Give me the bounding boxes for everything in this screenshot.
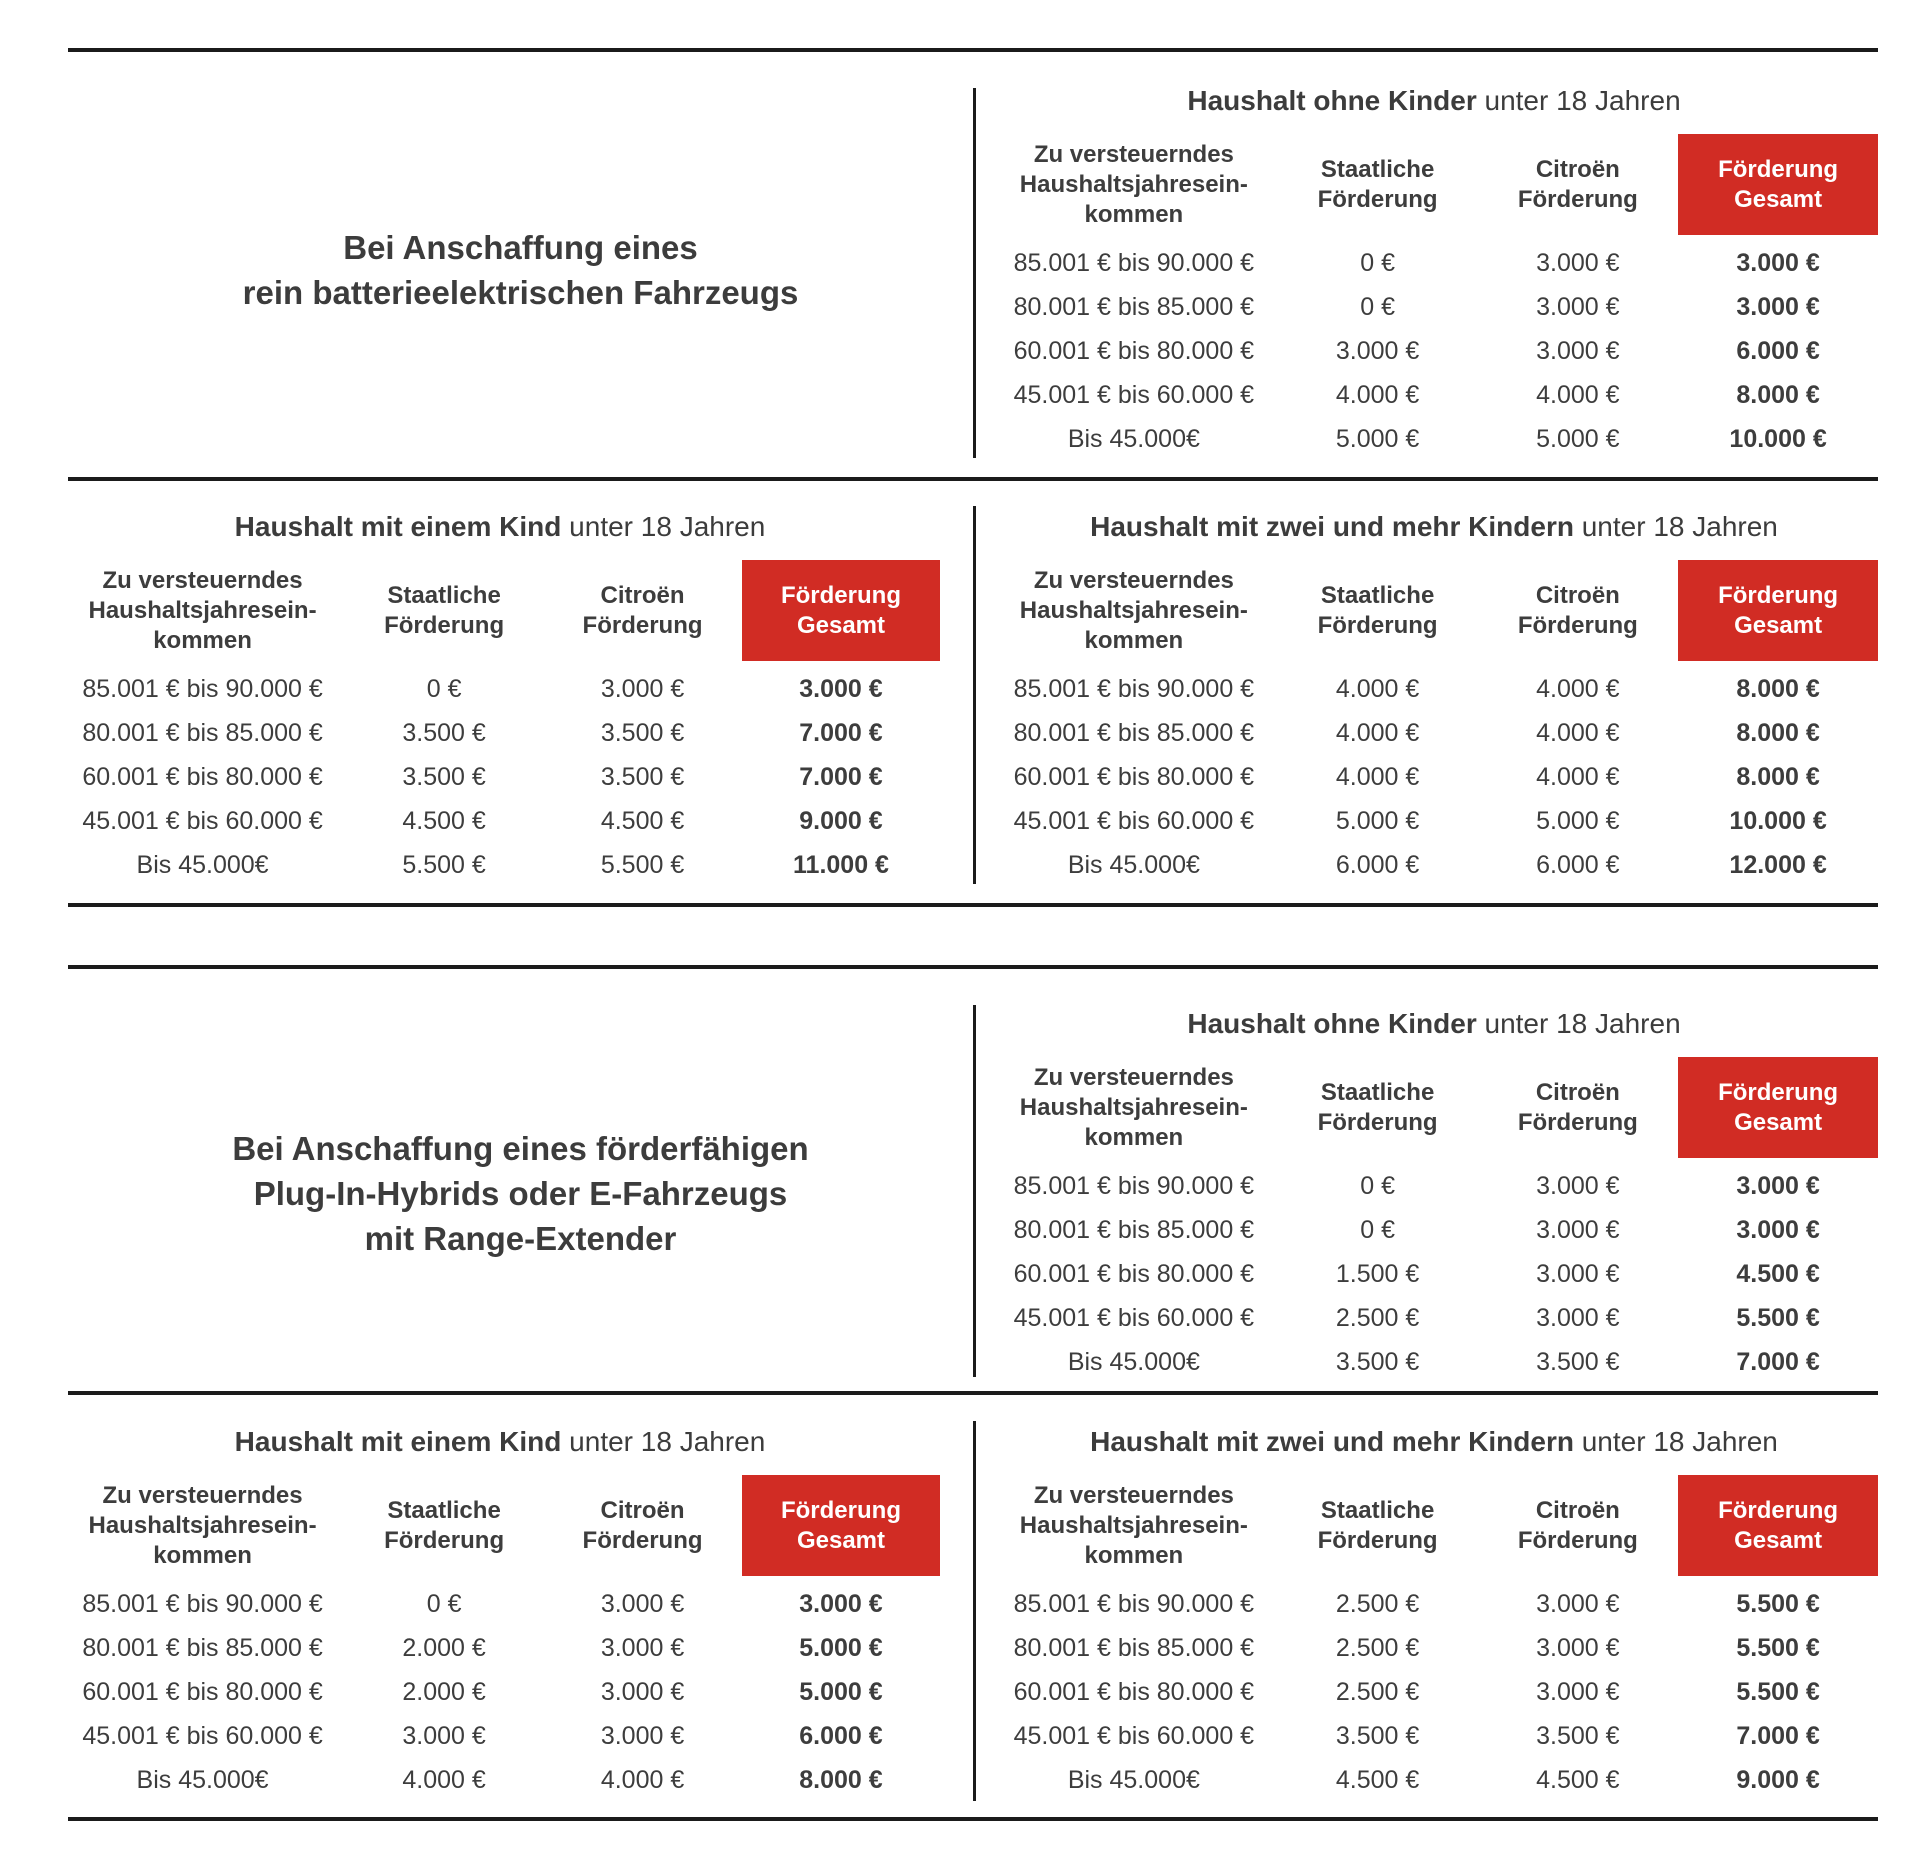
state-funding-column-header-line: Staatliche bbox=[387, 1496, 501, 1524]
income-cell: 45.001 € bis 60.000 € bbox=[1013, 806, 1255, 835]
total-funding-cell: 3.000 € bbox=[1736, 248, 1820, 277]
section-bev-bottom-row bbox=[0, 506, 1920, 886]
total-funding-column-header-line: Gesamt bbox=[1734, 185, 1823, 213]
total-funding-cell: 5.500 € bbox=[1736, 1633, 1820, 1662]
state-funding-cell: 5.500 € bbox=[402, 850, 486, 879]
state-funding-cell: 0 € bbox=[426, 1589, 462, 1618]
income-cell: 45.001 € bis 60.000 € bbox=[1013, 380, 1255, 409]
total-funding-cell: 3.000 € bbox=[799, 1589, 883, 1618]
table-row bbox=[990, 285, 1878, 329]
table-title bbox=[990, 84, 1878, 118]
income-cell: Bis 45.000€ bbox=[1067, 850, 1200, 879]
total-funding-cell: 3.000 € bbox=[1736, 1215, 1820, 1244]
citroen-funding-cell: 3.000 € bbox=[1536, 248, 1620, 277]
income-cell: Bis 45.000€ bbox=[136, 1765, 269, 1794]
income-column-header-line: kommen bbox=[1084, 200, 1184, 228]
table-row bbox=[990, 373, 1878, 417]
section-title-line: Bei Anschaffung eines bbox=[343, 229, 698, 266]
citroen-funding-cell: 4.000 € bbox=[1536, 674, 1620, 703]
income-column-header-line: Zu versteuerndes bbox=[1033, 1481, 1234, 1509]
citroen-funding-cell: 3.000 € bbox=[600, 1677, 685, 1706]
state-funding-column-header bbox=[345, 560, 543, 661]
income-column-header bbox=[990, 1475, 1278, 1576]
table-row bbox=[990, 667, 1878, 711]
total-funding-cell: 10.000 € bbox=[1729, 806, 1827, 835]
total-funding-cell: 12.000 € bbox=[1729, 850, 1827, 879]
total-funding-cell: 8.000 € bbox=[1736, 762, 1820, 791]
total-funding-cell: 8.000 € bbox=[1736, 674, 1820, 703]
citroen-funding-column-header-line: Citroën bbox=[600, 1496, 685, 1524]
state-funding-cell: 4.000 € bbox=[1335, 718, 1420, 747]
section-title-phev bbox=[68, 1003, 973, 1383]
income-cell: Bis 45.000€ bbox=[136, 850, 269, 879]
income-column-header bbox=[990, 134, 1278, 235]
table-row bbox=[60, 843, 940, 887]
section-title-line: rein batterieelektrischen Fahrzeugs bbox=[242, 274, 799, 311]
state-funding-column-header bbox=[1278, 1057, 1478, 1158]
state-funding-cell: 3.500 € bbox=[402, 718, 486, 747]
state-funding-column-header-line: Förderung bbox=[1317, 185, 1438, 213]
total-funding-cell: 8.000 € bbox=[1736, 380, 1820, 409]
state-funding-cell: 5.000 € bbox=[1335, 806, 1420, 835]
state-funding-cell: 5.000 € bbox=[1335, 424, 1420, 453]
state-funding-cell: 2.500 € bbox=[1335, 1589, 1420, 1618]
table-row bbox=[990, 1670, 1878, 1714]
table-phev-one-child bbox=[60, 1421, 940, 1802]
state-funding-cell: 3.500 € bbox=[1335, 1721, 1420, 1750]
table-header bbox=[60, 1475, 940, 1576]
citroen-funding-cell: 3.000 € bbox=[1536, 1633, 1620, 1662]
table-title-rest: unter 18 Jahren bbox=[561, 1426, 766, 1457]
citroen-funding-column-header-line: Förderung bbox=[1517, 1526, 1638, 1554]
state-funding-column-header-line: Staatliche bbox=[1320, 155, 1435, 183]
citroen-funding-cell: 4.500 € bbox=[600, 806, 685, 835]
table-row bbox=[990, 1340, 1878, 1384]
citroen-funding-cell: 6.000 € bbox=[1536, 850, 1620, 879]
total-funding-column-header-line: Förderung bbox=[1718, 581, 1839, 609]
state-funding-cell: 0 € bbox=[1360, 292, 1395, 321]
total-funding-column-header-line: Gesamt bbox=[796, 1526, 885, 1554]
table-title bbox=[60, 1425, 940, 1459]
citroen-funding-cell: 3.000 € bbox=[600, 1589, 685, 1618]
table-header bbox=[60, 560, 940, 661]
income-cell: 45.001 € bis 60.000 € bbox=[1013, 1303, 1255, 1332]
citroen-funding-cell: 3.000 € bbox=[1536, 1677, 1620, 1706]
citroen-funding-column-header-line: Förderung bbox=[582, 1526, 703, 1554]
table-row bbox=[990, 799, 1878, 843]
table-row bbox=[60, 755, 940, 799]
state-funding-cell: 4.000 € bbox=[402, 1765, 486, 1794]
citroen-funding-column-header-line: Citroën bbox=[1535, 1078, 1620, 1106]
total-funding-column-header bbox=[742, 1475, 940, 1576]
state-funding-cell: 4.500 € bbox=[402, 806, 486, 835]
state-funding-cell: 4.000 € bbox=[1335, 762, 1420, 791]
state-funding-cell: 1.500 € bbox=[1335, 1259, 1420, 1288]
horizontal-rule bbox=[68, 1391, 1878, 1395]
section-title-line: mit Range-Extender bbox=[364, 1219, 677, 1257]
table-row bbox=[990, 1164, 1878, 1208]
total-funding-cell: 8.000 € bbox=[799, 1765, 883, 1794]
state-funding-cell: 2.500 € bbox=[1335, 1303, 1420, 1332]
state-funding-column-header-line: Staatliche bbox=[387, 581, 501, 609]
total-funding-cell: 9.000 € bbox=[1736, 1765, 1820, 1794]
citroen-funding-cell: 3.500 € bbox=[600, 718, 685, 747]
state-funding-cell: 4.000 € bbox=[1335, 674, 1420, 703]
table-row bbox=[990, 1758, 1878, 1802]
section-title-text bbox=[232, 1126, 808, 1261]
table-body bbox=[60, 667, 940, 887]
state-funding-column-header bbox=[1278, 134, 1478, 235]
table-row bbox=[990, 1626, 1878, 1670]
income-column-header-line: Haushaltsjahresein- bbox=[1019, 596, 1248, 624]
citroen-funding-cell: 3.500 € bbox=[1536, 1721, 1620, 1750]
table-row bbox=[990, 417, 1878, 461]
citroen-funding-cell: 4.500 € bbox=[1536, 1765, 1620, 1794]
state-funding-column-header bbox=[1278, 1475, 1478, 1576]
section-bev-top-row bbox=[0, 80, 1920, 460]
income-cell: 80.001 € bis 85.000 € bbox=[1013, 292, 1255, 321]
total-funding-cell: 9.000 € bbox=[799, 806, 883, 835]
citroen-funding-cell: 4.000 € bbox=[1536, 718, 1620, 747]
total-funding-cell: 11.000 € bbox=[793, 850, 889, 879]
total-funding-cell: 3.000 € bbox=[799, 674, 883, 703]
total-funding-column-header-line: Förderung bbox=[1718, 1496, 1839, 1524]
table-title-rest: unter 18 Jahren bbox=[1573, 1426, 1778, 1457]
total-funding-cell: 7.000 € bbox=[799, 718, 883, 747]
total-funding-column-header-line: Gesamt bbox=[1734, 611, 1823, 639]
income-column-header-line: Haushaltsjahresein- bbox=[1019, 1511, 1248, 1539]
total-funding-cell: 8.000 € bbox=[1736, 718, 1820, 747]
citroen-funding-cell: 3.000 € bbox=[1536, 292, 1620, 321]
citroen-funding-cell: 3.000 € bbox=[1536, 1259, 1620, 1288]
citroen-funding-cell: 5.000 € bbox=[1536, 424, 1620, 453]
section-phev-bottom-row bbox=[0, 1421, 1920, 1801]
state-funding-cell: 2.000 € bbox=[402, 1677, 486, 1706]
table-title-rest: unter 18 Jahren bbox=[561, 511, 766, 542]
citroen-funding-column-header bbox=[543, 560, 742, 661]
total-funding-column-header bbox=[1678, 1475, 1878, 1576]
table-row bbox=[990, 329, 1878, 373]
total-funding-column-header bbox=[1678, 560, 1878, 661]
total-funding-cell: 7.000 € bbox=[1736, 1347, 1820, 1376]
table-title-rest: unter 18 Jahren bbox=[1476, 1008, 1681, 1039]
table-row bbox=[990, 1296, 1878, 1340]
total-funding-cell: 3.000 € bbox=[1736, 1171, 1820, 1200]
total-funding-column-header-line: Gesamt bbox=[1734, 1526, 1823, 1554]
citroen-funding-column-header bbox=[1478, 134, 1679, 235]
table-title-bold: Haushalt mit zwei und mehr Kindern bbox=[1090, 1426, 1574, 1457]
table-row bbox=[990, 1208, 1878, 1252]
income-cell: 85.001 € bis 90.000 € bbox=[1013, 248, 1255, 277]
state-funding-cell: 3.500 € bbox=[402, 762, 486, 791]
table-header bbox=[990, 560, 1878, 661]
total-funding-cell: 7.000 € bbox=[799, 762, 883, 791]
total-funding-column-header bbox=[1678, 1057, 1878, 1158]
citroen-funding-cell: 3.000 € bbox=[1536, 336, 1620, 365]
table-title bbox=[990, 510, 1878, 544]
income-column-header-line: kommen bbox=[153, 1541, 252, 1569]
income-column-header-line: kommen bbox=[153, 626, 252, 654]
table-header bbox=[990, 1057, 1878, 1158]
table-row bbox=[60, 1758, 940, 1802]
income-cell: 85.001 € bis 90.000 € bbox=[1013, 1171, 1255, 1200]
income-column-header-line: kommen bbox=[1084, 1123, 1184, 1151]
citroen-funding-column-header bbox=[1478, 560, 1679, 661]
state-funding-column-header-line: Staatliche bbox=[1320, 1496, 1435, 1524]
table-row bbox=[60, 1670, 940, 1714]
state-funding-cell: 4.500 € bbox=[1335, 1765, 1420, 1794]
income-column-header-line: Haushaltsjahresein- bbox=[1019, 170, 1248, 198]
state-funding-cell: 2.500 € bbox=[1335, 1633, 1420, 1662]
citroen-funding-column-header-line: Citroën bbox=[1535, 581, 1620, 609]
total-funding-cell: 4.500 € bbox=[1736, 1259, 1820, 1288]
income-column-header-line: Zu versteuerndes bbox=[102, 566, 303, 594]
horizontal-rule bbox=[68, 477, 1878, 481]
income-cell: 80.001 € bis 85.000 € bbox=[1013, 718, 1255, 747]
state-funding-cell: 0 € bbox=[426, 674, 462, 703]
table-row bbox=[60, 1582, 940, 1626]
state-funding-column-header-line: Staatliche bbox=[1320, 1078, 1435, 1106]
income-column-header-line: kommen bbox=[1084, 626, 1184, 654]
table-row bbox=[60, 667, 940, 711]
table-phev-two-plus-children bbox=[990, 1421, 1878, 1802]
state-funding-cell: 3.000 € bbox=[1335, 336, 1420, 365]
table-header bbox=[990, 1475, 1878, 1576]
table-row bbox=[990, 1714, 1878, 1758]
citroen-funding-column-header bbox=[543, 1475, 742, 1576]
section-title-line: Bei Anschaffung eines förderfähigen bbox=[232, 1129, 809, 1167]
citroen-funding-cell: 3.000 € bbox=[1536, 1303, 1620, 1332]
table-row bbox=[60, 711, 940, 755]
income-cell: 80.001 € bis 85.000 € bbox=[1013, 1215, 1255, 1244]
citroen-funding-cell: 3.000 € bbox=[1536, 1215, 1620, 1244]
citroen-funding-column-header bbox=[1478, 1475, 1679, 1576]
table-title bbox=[60, 510, 940, 544]
horizontal-rule bbox=[68, 1817, 1878, 1821]
income-cell: 85.001 € bis 90.000 € bbox=[82, 674, 323, 703]
income-cell: 45.001 € bis 60.000 € bbox=[82, 1721, 323, 1750]
income-column-header-line: Haushaltsjahresein- bbox=[1019, 1093, 1248, 1121]
table-title-bold: Haushalt ohne Kinder bbox=[1187, 85, 1477, 116]
table-header bbox=[990, 134, 1878, 235]
table-title bbox=[990, 1007, 1878, 1041]
state-funding-cell: 3.500 € bbox=[1335, 1347, 1420, 1376]
income-cell: 85.001 € bis 90.000 € bbox=[1013, 1589, 1255, 1618]
citroen-funding-column-header-line: Förderung bbox=[1517, 1108, 1638, 1136]
total-funding-column-header bbox=[1678, 134, 1878, 235]
citroen-funding-cell: 5.500 € bbox=[600, 850, 685, 879]
table-title-bold: Haushalt mit einem Kind bbox=[234, 1426, 562, 1457]
table-body bbox=[990, 241, 1878, 461]
income-column-header bbox=[990, 1057, 1278, 1158]
income-column-header bbox=[990, 560, 1278, 661]
state-funding-column-header-line: Förderung bbox=[384, 1526, 505, 1554]
income-column-header-line: Haushaltsjahresein- bbox=[88, 596, 317, 624]
citroen-funding-cell: 4.000 € bbox=[1536, 380, 1620, 409]
total-funding-cell: 5.500 € bbox=[1736, 1303, 1820, 1332]
section-title-bev bbox=[68, 80, 973, 460]
table-body bbox=[990, 1164, 1878, 1384]
citroen-funding-cell: 5.000 € bbox=[1536, 806, 1620, 835]
state-funding-cell: 3.000 € bbox=[402, 1721, 486, 1750]
state-funding-cell: 0 € bbox=[1360, 1215, 1395, 1244]
citroen-funding-column-header-line: Förderung bbox=[1517, 611, 1638, 639]
section-phev-top-row bbox=[0, 1003, 1920, 1383]
state-funding-cell: 2.500 € bbox=[1335, 1677, 1420, 1706]
state-funding-cell: 0 € bbox=[1360, 1171, 1395, 1200]
table-title bbox=[990, 1425, 1878, 1459]
state-funding-column-header-line: Förderung bbox=[1317, 611, 1438, 639]
table-row bbox=[990, 1252, 1878, 1296]
citroen-funding-cell: 3.500 € bbox=[600, 762, 685, 791]
total-funding-column-header-line: Gesamt bbox=[796, 611, 885, 639]
table-row bbox=[990, 711, 1878, 755]
table-title-bold: Haushalt ohne Kinder bbox=[1187, 1008, 1477, 1039]
horizontal-rule bbox=[68, 903, 1878, 907]
section-title-line: Plug-In-Hybrids oder E-Fahrzeugs bbox=[253, 1174, 788, 1212]
table-row bbox=[60, 799, 940, 843]
table-title-rest: unter 18 Jahren bbox=[1573, 511, 1778, 542]
table-bev-two-plus-children bbox=[990, 506, 1878, 887]
citroen-funding-column-header-line: Citroën bbox=[1535, 1496, 1620, 1524]
table-row bbox=[60, 1626, 940, 1670]
income-cell: Bis 45.000€ bbox=[1067, 1347, 1200, 1376]
citroen-funding-cell: 3.000 € bbox=[600, 1721, 685, 1750]
income-cell: 45.001 € bis 60.000 € bbox=[1013, 1721, 1255, 1750]
income-column-header bbox=[60, 560, 345, 661]
table-bev-no-children bbox=[990, 80, 1878, 461]
income-cell: 60.001 € bis 80.000 € bbox=[1013, 336, 1255, 365]
citroen-funding-cell: 3.000 € bbox=[600, 674, 685, 703]
income-cell: Bis 45.000€ bbox=[1067, 424, 1200, 453]
citroen-funding-cell: 3.000 € bbox=[1536, 1589, 1620, 1618]
table-title-rest: unter 18 Jahren bbox=[1476, 85, 1681, 116]
income-column-header-line: Zu versteuerndes bbox=[102, 1481, 303, 1509]
section-title-text bbox=[243, 225, 799, 315]
income-cell: 80.001 € bis 85.000 € bbox=[82, 1633, 323, 1662]
income-column-header-line: Zu versteuerndes bbox=[1033, 1063, 1234, 1091]
income-column-header bbox=[60, 1475, 345, 1576]
income-cell: 80.001 € bis 85.000 € bbox=[1013, 1633, 1255, 1662]
state-funding-cell: 6.000 € bbox=[1335, 850, 1420, 879]
income-column-header-line: Haushaltsjahresein- bbox=[88, 1511, 317, 1539]
total-funding-column-header bbox=[742, 560, 940, 661]
total-funding-column-header-line: Förderung bbox=[780, 581, 901, 609]
state-funding-cell: 4.000 € bbox=[1335, 380, 1420, 409]
income-cell: 60.001 € bis 80.000 € bbox=[1013, 1259, 1255, 1288]
horizontal-rule bbox=[68, 965, 1878, 969]
income-cell: 85.001 € bis 90.000 € bbox=[1013, 674, 1255, 703]
table-row bbox=[990, 1582, 1878, 1626]
state-funding-cell: 2.000 € bbox=[402, 1633, 486, 1662]
total-funding-column-header-line: Gesamt bbox=[1734, 1108, 1823, 1136]
total-funding-cell: 5.000 € bbox=[799, 1633, 883, 1662]
citroen-funding-column-header-line: Förderung bbox=[1517, 185, 1638, 213]
income-cell: 80.001 € bis 85.000 € bbox=[82, 718, 323, 747]
income-cell: 45.001 € bis 60.000 € bbox=[82, 806, 323, 835]
citroen-funding-cell: 3.500 € bbox=[1536, 1347, 1620, 1376]
table-title-bold: Haushalt mit zwei und mehr Kindern bbox=[1090, 511, 1574, 542]
citroen-funding-cell: 4.000 € bbox=[600, 1765, 685, 1794]
table-bev-one-child bbox=[60, 506, 940, 887]
income-column-header-line: kommen bbox=[1084, 1541, 1184, 1569]
income-column-header-line: Zu versteuerndes bbox=[1033, 566, 1234, 594]
total-funding-cell: 5.500 € bbox=[1736, 1677, 1820, 1706]
table-body bbox=[60, 1582, 940, 1802]
citroen-funding-cell: 3.000 € bbox=[600, 1633, 685, 1662]
total-funding-cell: 6.000 € bbox=[799, 1721, 883, 1750]
state-funding-column-header-line: Förderung bbox=[1317, 1526, 1438, 1554]
income-cell: 60.001 € bis 80.000 € bbox=[1013, 1677, 1255, 1706]
income-cell: 85.001 € bis 90.000 € bbox=[82, 1589, 323, 1618]
state-funding-column-header-line: Förderung bbox=[1317, 1108, 1438, 1136]
table-row bbox=[60, 1714, 940, 1758]
income-cell: 60.001 € bis 80.000 € bbox=[82, 762, 323, 791]
total-funding-column-header-line: Förderung bbox=[1718, 1078, 1839, 1106]
citroen-funding-cell: 3.000 € bbox=[1536, 1171, 1620, 1200]
table-body bbox=[990, 1582, 1878, 1802]
state-funding-column-header bbox=[345, 1475, 543, 1576]
total-funding-cell: 10.000 € bbox=[1729, 424, 1827, 453]
table-row bbox=[990, 755, 1878, 799]
state-funding-column-header-line: Staatliche bbox=[1320, 581, 1435, 609]
horizontal-rule bbox=[68, 48, 1878, 52]
total-funding-column-header-line: Förderung bbox=[1718, 155, 1839, 183]
income-cell: Bis 45.000€ bbox=[1067, 1765, 1200, 1794]
citroen-funding-column-header-line: Citroën bbox=[600, 581, 685, 609]
total-funding-cell: 6.000 € bbox=[1736, 336, 1820, 365]
total-funding-column-header-line: Förderung bbox=[780, 1496, 901, 1524]
table-phev-no-children bbox=[990, 1003, 1878, 1384]
citroen-funding-column-header-line: Förderung bbox=[582, 611, 703, 639]
total-funding-cell: 5.000 € bbox=[799, 1677, 883, 1706]
table-row bbox=[990, 843, 1878, 887]
citroen-funding-column-header-line: Citroën bbox=[1535, 155, 1620, 183]
citroen-funding-cell: 4.000 € bbox=[1536, 762, 1620, 791]
table-title-bold: Haushalt mit einem Kind bbox=[234, 511, 562, 542]
table-row bbox=[990, 241, 1878, 285]
total-funding-cell: 5.500 € bbox=[1736, 1589, 1820, 1618]
total-funding-cell: 7.000 € bbox=[1736, 1721, 1820, 1750]
table-body bbox=[990, 667, 1878, 887]
citroen-funding-column-header bbox=[1478, 1057, 1679, 1158]
state-funding-cell: 0 € bbox=[1360, 248, 1395, 277]
income-cell: 60.001 € bis 80.000 € bbox=[1013, 762, 1255, 791]
state-funding-column-header bbox=[1278, 560, 1478, 661]
total-funding-cell: 3.000 € bbox=[1736, 292, 1820, 321]
income-column-header-line: Zu versteuerndes bbox=[1033, 140, 1234, 168]
income-cell: 60.001 € bis 80.000 € bbox=[82, 1677, 323, 1706]
state-funding-column-header-line: Förderung bbox=[384, 611, 505, 639]
